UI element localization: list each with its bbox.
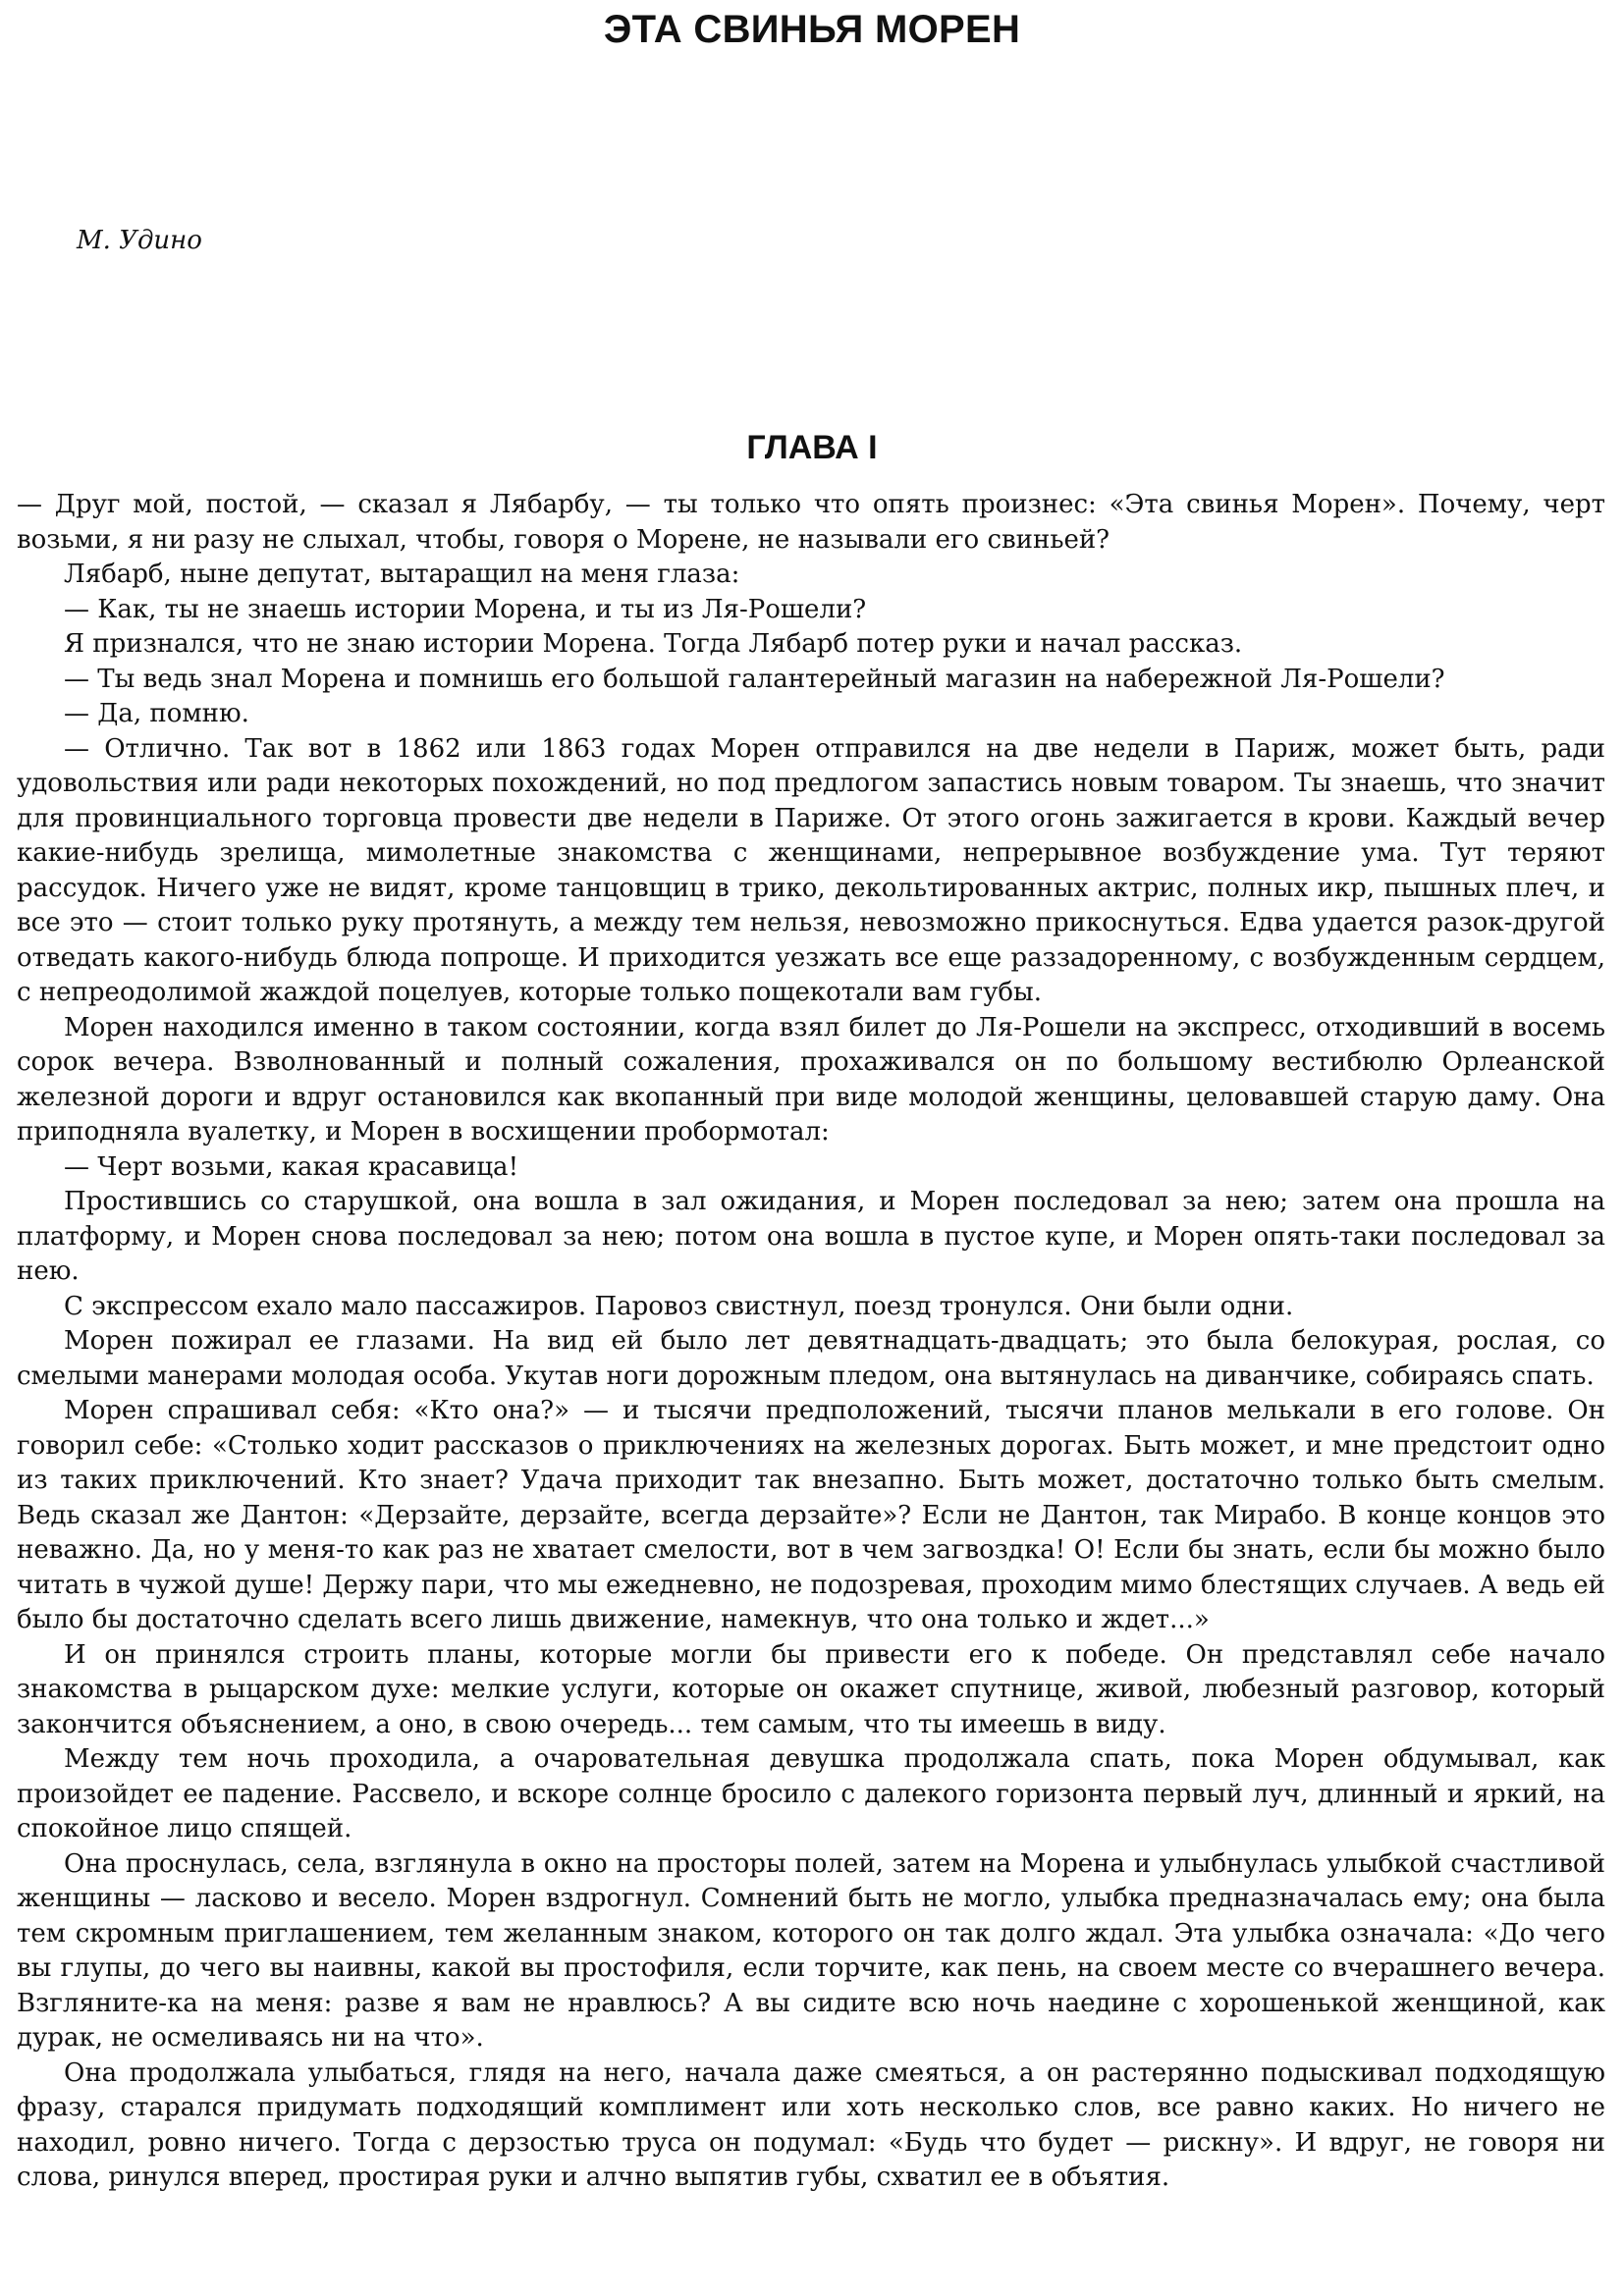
paragraph: С экспрессом ехало мало пассажиров. Паровоз свистнул, поезд тронулся. Они были одни.: [64, 1291, 1294, 1321]
paragraph: И он принялся строить планы, которые могли бы привести его к победе. Он представлял себе начало знакомства в рыцарском духе: мелкие услуги, которые он окажет спутнице, живой, любезный разговор, который закончится объяснением, а оно, в свою очередь... тем самым, что ты имеешь в виду.: [17, 1639, 1605, 1739]
paragraph: Она продолжала улыбаться, глядя на него, начала даже смеяться, а он растерянно подыскивал подходящую фразу, старался придумать подходящий комплимент или хоть несколько слов, все равно каких. Но ничего не находил, ровно ничего. Тогда с дерзостью труса он подумал: «Будь что будет — рискну». И вдруг, не говоря ни слова, ринулся вперед, простирая руки и алчно выпятив губы, схватил ее в объятия.: [17, 2057, 1605, 2192]
story-body: [17, 488, 1605, 2196]
paragraph: Морен пожирал ее глазами. На вид ей было лет девятнадцать-двадцать; это была белокурая, рослая, со смелыми манерами молодая особа. Укутав ноги дорожным пледом, она вытянулась на диванчике, собираясь спать.: [17, 1326, 1605, 1391]
paragraph: Между тем ночь проходила, а очаровательная девушка продолжала спать, пока Морен обдумывал, как произойдет ее падение. Рассвело, и вскоре солнце бросило с далекого горизонта первый луч, длинный и яркий, на спокойное лицо спящей.: [17, 1744, 1605, 1843]
paragraph: — Да, помню.: [64, 699, 249, 728]
paragraph: — Отлично. Так вот в 1862 или 1863 годах Морен отправился на две недели в Париж, может быть, ради удовольствия или ради некоторых похождений, но под предлогом запастись новым товаром. Ты знаешь, что значит для провинциального торговца провести две недели в Париже. От этого огонь зажигается в крови. Каждый вечер какие-нибудь зрелища, мимолетные знакомства с женщинами, непрерывное возбуждение ума. Тут теряют рассудок. Ничего уже не видят, кроме танцовщиц в трико, декольтированных актрис, полных икр, пышных плеч, и все это — стоит только руку протянуть, а между тем нельзя, невозможно прикоснуться. Едва удается разок-другой отведать какого-нибудь блюда попроще. И приходится уезжать все еще раззадоренному, с возбужденным сердцем, с непреодолимой жаждой поцелуев, которые только пощекотали вам губы.: [17, 733, 1605, 1007]
paragraph: — Как, ты не знаешь истории Морена, и ты из Ля-Рошели?: [64, 594, 867, 624]
paragraph: Она проснулась, села, взглянула в окно на просторы полей, затем на Морена и улыбнулась улыбкой счастливой женщины — ласково и весело. Морен вздрогнул. Сомнений быть не могло, улыбка предназначалась ему; она была тем скромным приглашением, тем желанным знаком, которого он так долго ждал. Эта улыбка означала: «До чего вы глупы, до чего вы наивны, какой вы простофиля, если торчите, как пень, на своем месте со вчерашнего вечера. Взгляните-ка на меня: разве я вам не нравлюсь? А вы сидите всю ночь наедине с хорошенькой женщиной, как дурак, не осмеливаясь ни на что».: [17, 1848, 1605, 2053]
paragraph: — Черт возьми, какая красавица!: [64, 1151, 519, 1182]
paragraph: Я признался, что не знаю истории Морена. Тогда Лябарб потер руки и начал рассказ.: [64, 629, 1243, 659]
paragraph: — Друг мой, постой, — сказал я Лябарбу, — ты только что опять произнес: «Эта свинья Морен». Почему, черт возьми, я ни разу не слыхал, чтобы, говоря о Морене, не называли его свиньей?: [17, 490, 1605, 555]
paragraph: Лябарб, ныне депутат, вытаращил на меня глаза:: [64, 560, 740, 589]
paragraph: Морен спрашивал себя: «Кто она?» — и тысячи предположений, тысячи планов мелькали в его голове. Он говорил себе: «Столько ходит рассказов о приключениях на железных дорогах. Быть может, и мне предстоит одно из таких приключений. Кто знает? Удача приходит так внезапно. Быть может, достаточно только быть смелым. Ведь сказал же Дантон: «Дерзайте, дерзайте, всегда дерзайте»? Если не Дантон, так Мирабо. В конце концов это неважно. Да, но у меня-то как раз не хватает смелости, вот в чем загвоздка! О! Если бы знать, если бы можно было читать в чужой душе! Держу пари, что мы ежедневно, не подозревая, проходим мимо блестящих случаев. А ведь ей было бы достаточно сделать всего лишь движение, намекнув, что она только и ждет...»: [17, 1396, 1606, 1634]
author-name: М. Удино: [77, 226, 202, 255]
story-title: ЭТА СВИНЬЯ МОРЕН: [603, 8, 1021, 51]
chapter-heading: ГЛАВА I: [746, 429, 878, 466]
paragraph: Простившись со старушкой, она вошла в зал ожидания, и Морен последовал за нею; затем она прошла на платформу, и Морен снова последовал за нею; потом она вошла в пустое купе, и Морен опять-таки последовал за нею.: [17, 1187, 1605, 1286]
paragraph: Морен находился именно в таком состоянии, когда взял билет до Ля-Рошели на экспресс, отходивший в восемь сорок вечера. Взволнованный и полный сожаления, прохаживался он по большому вестибюлю Орлеанской железной дороги и вдруг остановился как вкопанный при виде молодой женщины, целовавшей старую даму. Она приподняла вуалетку, и Морен в восхищении пробормотал:: [17, 1012, 1605, 1147]
paragraph: — Ты ведь знал Морена и помнишь его большой галантерейный магазин на набережной Ля-Рошели?: [64, 664, 1445, 694]
